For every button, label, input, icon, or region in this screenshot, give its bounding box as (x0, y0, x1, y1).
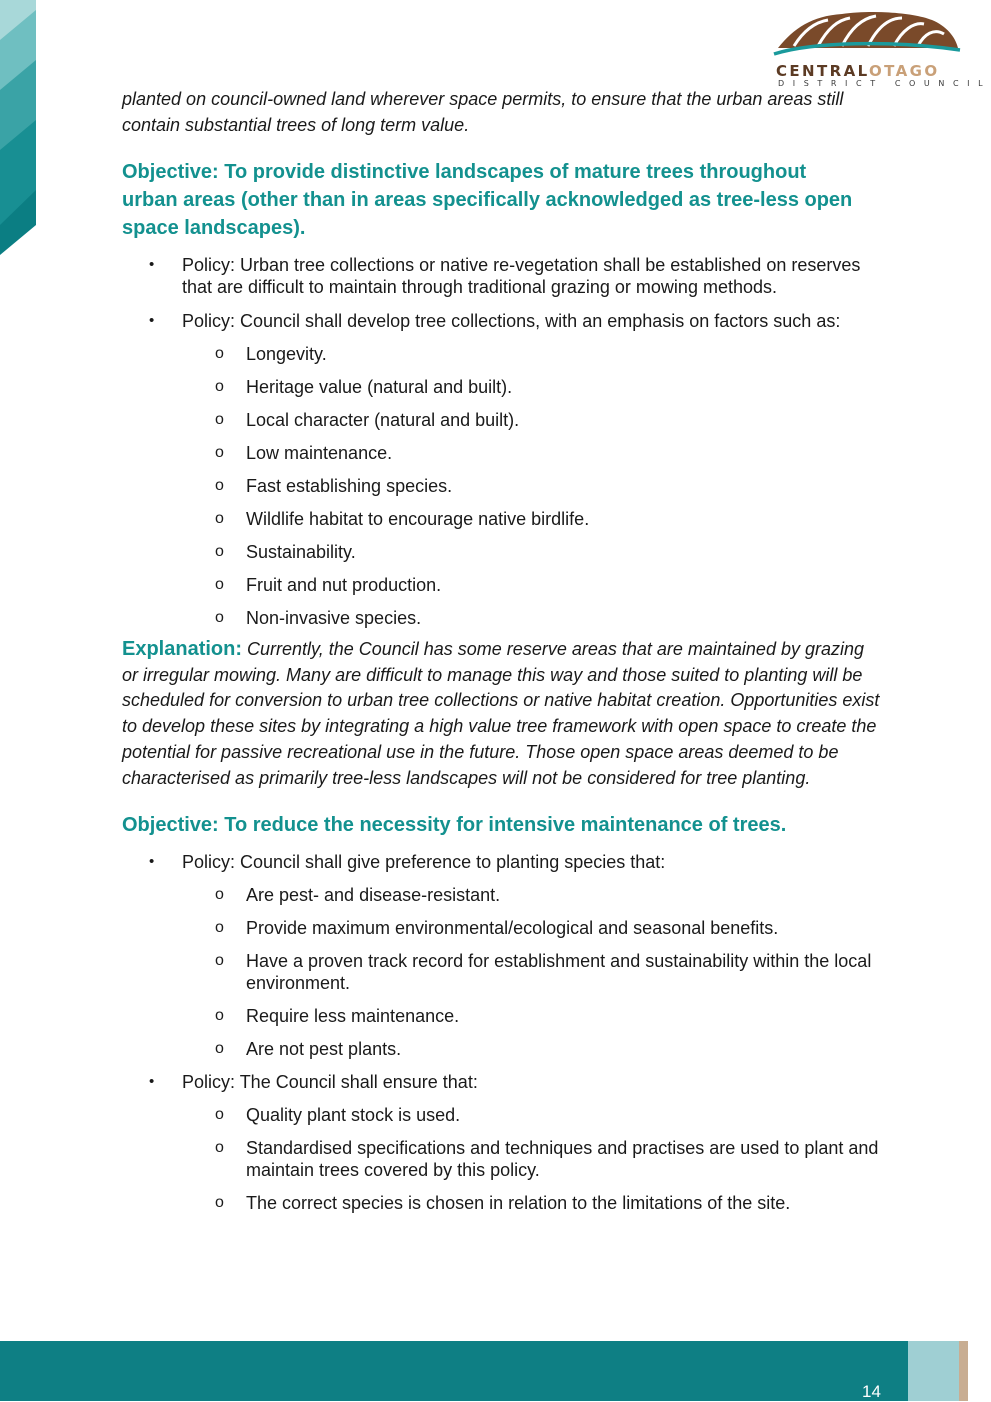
factor-item: o Low maintenance. (215, 443, 393, 463)
circle-bullet-icon: o (215, 1007, 224, 1025)
logo-subtitle: DISTRICT COUNCIL (778, 79, 991, 88)
circle-bullet-icon: o (215, 1194, 224, 1212)
circle-bullet-icon: o (215, 919, 224, 937)
factor-list (182, 343, 882, 629)
species-preference-list (182, 884, 882, 1060)
bullet-icon: • (149, 256, 155, 273)
circle-bullet-icon: o (215, 543, 224, 560)
ensure-item: o Standardised specifications and techniques and practises are used to plant and maintain trees covered by this policy. (215, 1138, 879, 1181)
circle-bullet-icon: o (215, 345, 224, 362)
circle-bullet-icon: o (215, 952, 224, 970)
circle-bullet-icon: o (215, 411, 224, 428)
circle-bullet-icon: o (215, 886, 224, 904)
bullet-icon: • (149, 853, 155, 871)
explanation-label: Explanation: (122, 638, 243, 660)
footer-accent-tan (959, 1341, 968, 1401)
factor-item: o Local character (natural and built). (215, 410, 520, 430)
bullet-icon: • (149, 312, 155, 329)
page-content (122, 86, 882, 1214)
objective-heading-1: Objective: To provide distinctive landscapes of mature trees throughout urban areas (other than in areas specifically acknowledged as tree-less open space landscapes). (122, 161, 853, 239)
circle-bullet-icon: o (215, 609, 224, 626)
hills-logo-icon (772, 6, 962, 66)
species-item: o Provide maximum environmental/ecological and seasonal benefits. (215, 918, 779, 939)
intro-paragraph: planted on council-owned land wherever space permits, to ensure that the urban areas still contain substantial trees of long term value. (122, 89, 844, 135)
ensure-item: o The correct species is chosen in relation to the limitations of the site. (215, 1193, 791, 1214)
logo-wordmark: CENTRALOTAGO (776, 62, 940, 80)
circle-bullet-icon: o (215, 477, 224, 494)
objective-1-policy-list (122, 254, 882, 629)
explanation-text: Currently, the Council has some reserve areas that are maintained by grazing or irregular mowing. Many are difficult to manage this way and those suited to planting will be scheduled for conversion to urban tree collections or native habitat creation. Opportunities exist to develop these sites by integrating a high value tree framework with open space to create the potential for passive recreational use in the future. Those open space areas deemed to be characterised as primarily tree-less landscapes will not be considered for tree planting. (122, 639, 880, 788)
bullet-icon: • (149, 1073, 155, 1091)
policy-item: • Policy: Council shall develop tree collections, with an emphasis on factors such as: o Longevity. o Heritage value (natural and built). o Local character (natural and built). o Low maintenance. o Fast establishing species. o Wildlife habitat to encourage native birdlife. o Sustainability. o Fruit and nut production. o Non-invasive species. (122, 310, 882, 629)
page-footer-band (0, 1341, 968, 1401)
policy-item: • Policy: The Council shall ensure that: o Quality plant stock is used. o Standardised specifications and techniques and practises are used to plant and maintain trees covered by this policy. o The correct species is chosen in relation to the limitations of the site. (122, 1071, 882, 1214)
factor-item: o Sustainability. (215, 542, 356, 562)
circle-bullet-icon: o (215, 444, 224, 461)
species-item: o Are not pest plants. (215, 1039, 402, 1060)
page-number: 14 (862, 1382, 881, 1401)
objective-2-policy-list (122, 851, 882, 1214)
factor-item: o Fast establishing species. (215, 476, 453, 496)
species-item: o Require less maintenance. (215, 1006, 460, 1027)
species-item: o Have a proven track record for establishment and sustainability within the local environment. (215, 951, 872, 994)
circle-bullet-icon: o (215, 378, 224, 395)
left-decorative-stripes (0, 0, 40, 260)
explanation-paragraph (122, 637, 882, 791)
factor-item: o Wildlife habitat to encourage native birdlife. (215, 509, 590, 529)
council-ensure-list (182, 1104, 882, 1214)
ensure-item: o Quality plant stock is used. (215, 1105, 461, 1126)
factor-item: o Non-invasive species. (215, 608, 422, 628)
factor-item: o Longevity. (215, 344, 327, 364)
policy-item: • Policy: Urban tree collections or native re-vegetation shall be established on reserves that are difficult to maintain through traditional grazing or mowing methods. (149, 255, 861, 297)
circle-bullet-icon: o (215, 1106, 224, 1124)
circle-bullet-icon: o (215, 576, 224, 593)
factor-item: o Heritage value (natural and built). (215, 377, 513, 397)
circle-bullet-icon: o (215, 1139, 224, 1157)
policy-item: • Policy: Council shall give preference to planting species that: o Are pest- and disease-resistant. o Provide maximum environmental/ecological and seasonal benefits. o Have a proven track record for establishment and sustainability within the local environment. o Require less maintenance. o Are not pest plants. (122, 851, 882, 1060)
council-logo (772, 6, 991, 88)
objective-heading-2: Objective: To reduce the necessity for intensive maintenance of trees. (122, 814, 787, 837)
factor-item: o Fruit and nut production. (215, 575, 442, 595)
circle-bullet-icon: o (215, 510, 224, 527)
circle-bullet-icon: o (215, 1040, 224, 1058)
species-item: o Are pest- and disease-resistant. (215, 885, 501, 906)
